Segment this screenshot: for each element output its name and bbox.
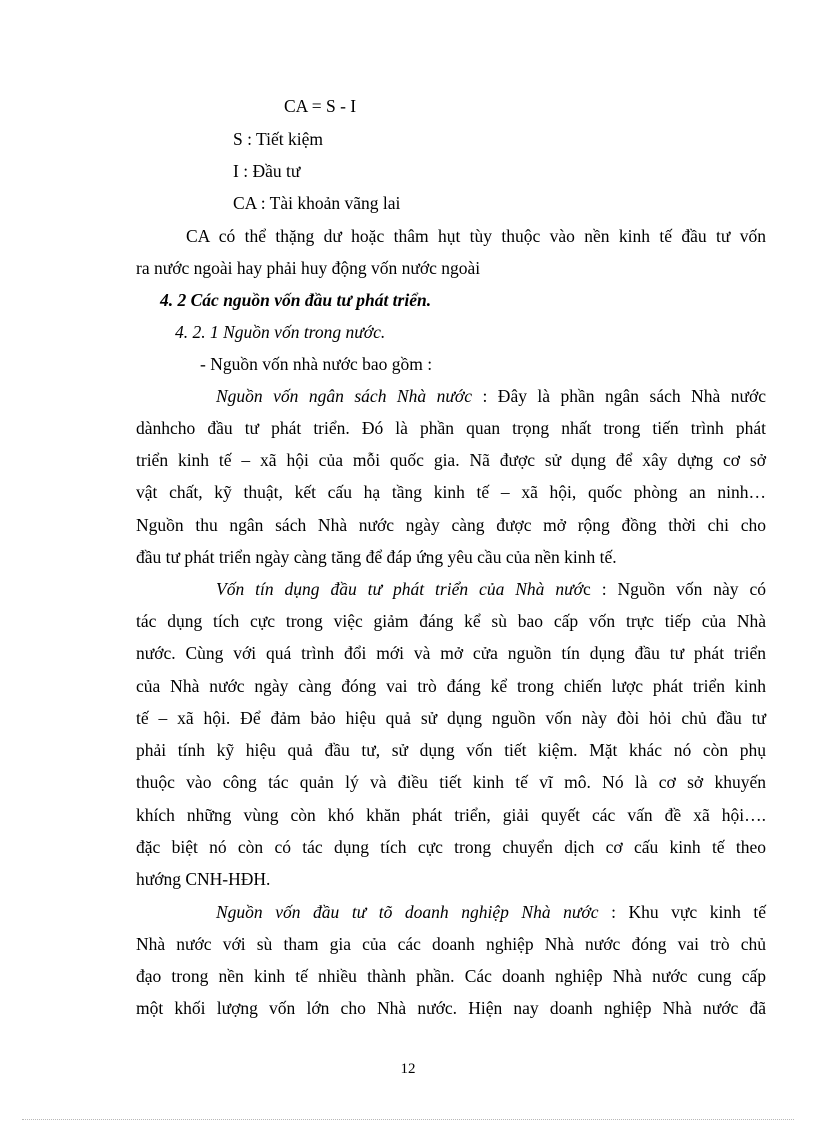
budget-term: Nguồn vốn ngân sách Nhà nước xyxy=(216,386,472,406)
state-sources-intro: - Nguồn vốn nhà nước bao gồm : xyxy=(200,354,433,374)
formula-item-current-account: CA : Tài khoản vãng lai xyxy=(233,193,401,213)
budget-line: Nguồn thu ngân sách Nhà nước ngày càng được mở rộng đồng thời chi cho xyxy=(136,515,766,535)
budget-first-line-rest: : Đây là phần ngân sách Nhà nước xyxy=(471,386,766,406)
credit-line: đặc biệt nó còn có tác dụng tích cực trong chuyển dịch cơ cấu kinh tế theo xyxy=(136,837,766,857)
soe-first-line-rest: : Khu vực kinh tế xyxy=(598,902,766,922)
ca-paragraph-line: CA có thể thặng dư hoặc thâm hụt tùy thuộc vào nền kinh tế đầu tư vốn xyxy=(186,226,766,246)
section-heading-4-2: 4. 2 Các nguồn vốn đầu tư phát triển. xyxy=(160,290,432,310)
credit-first-line xyxy=(216,578,766,600)
footer-divider xyxy=(22,1119,794,1120)
credit-line: khích những vùng còn khó khăn phát triển, giải quyết các vấn đề xã hội…. xyxy=(136,805,766,825)
credit-line: phải tính kỹ hiệu quả đầu tư, sử dụng vốn tiết kiệm. Mặt khác nó còn phụ xyxy=(136,740,766,760)
budget-last-line: đầu tư phát triển ngày càng tăng để đáp ứng yêu cầu của nền kinh tế. xyxy=(136,547,617,567)
credit-line: của Nhà nước ngày càng đóng vai trò đáng kể trong chiến lược phát triển kinh xyxy=(136,676,766,696)
budget-line: dànhcho đầu tư phát triển. Đó là phần quan trọng nhất trong tiến trình phát xyxy=(136,418,766,438)
credit-line: thuộc vào công tác quản lý và điều tiết kinh tế vĩ mô. Nó là cơ sở khuyến xyxy=(136,772,766,792)
soe-term: Nguồn vốn đầu tư tõ doanh nghiệp Nhà nước xyxy=(216,902,599,922)
credit-line: tế – xã hội. Để đảm bảo hiệu quả sử dụng nguồn vốn này đòi hỏi chủ đầu tư xyxy=(136,708,766,728)
credit-last-line: hướng CNH-HĐH. xyxy=(136,869,271,889)
credit-line: nước. Cùng với quá trình đổi mới và mở cửa nguồn tín dụng đầu tư phát triển xyxy=(136,643,766,663)
budget-line: triển kinh tế – xã hội của mỗi quốc gia. Nã được sử dụng để xây dựng cơ sở xyxy=(136,450,766,470)
credit-line: tác dụng tích cực trong việc giảm đáng kể sù bao cấp vốn trực tiếp của Nhà xyxy=(136,611,766,631)
formula-equation: CA = S - I xyxy=(284,96,357,116)
budget-line: vật chất, kỹ thuật, kết cấu hạ tầng kinh tế – xã hội, quốc phòng an ninh… xyxy=(136,482,766,502)
page-number: 12 xyxy=(400,1061,416,1077)
soe-line: Nhà nước với sù tham gia của các doanh nghiệp Nhà nước đóng vai trò chủ xyxy=(136,934,766,954)
credit-first-line-rest: c : Nguồn vốn này có xyxy=(583,579,766,599)
soe-line: một khối lượng vốn lớn cho Nhà nước. Hiện nay doanh nghiệp Nhà nước đã xyxy=(136,998,766,1018)
budget-first-line xyxy=(216,385,766,407)
soe-first-line xyxy=(216,901,766,923)
soe-line: đạo trong nền kinh tế nhiều thành phần. Các doanh nghiệp Nhà nước cung cấp xyxy=(136,966,766,986)
subsection-heading-4-2-1: 4. 2. 1 Nguồn vốn trong nước. xyxy=(175,322,386,342)
ca-paragraph-line: ra nước ngoài hay phải huy động vốn nước ngoài xyxy=(136,258,481,278)
credit-term: Vốn tín dụng đầu tư phát triển của Nhà nướ xyxy=(216,579,583,599)
formula-item-investment: I : Đầu tư xyxy=(233,161,301,181)
formula-item-savings: S : Tiết kiệm xyxy=(233,129,323,149)
